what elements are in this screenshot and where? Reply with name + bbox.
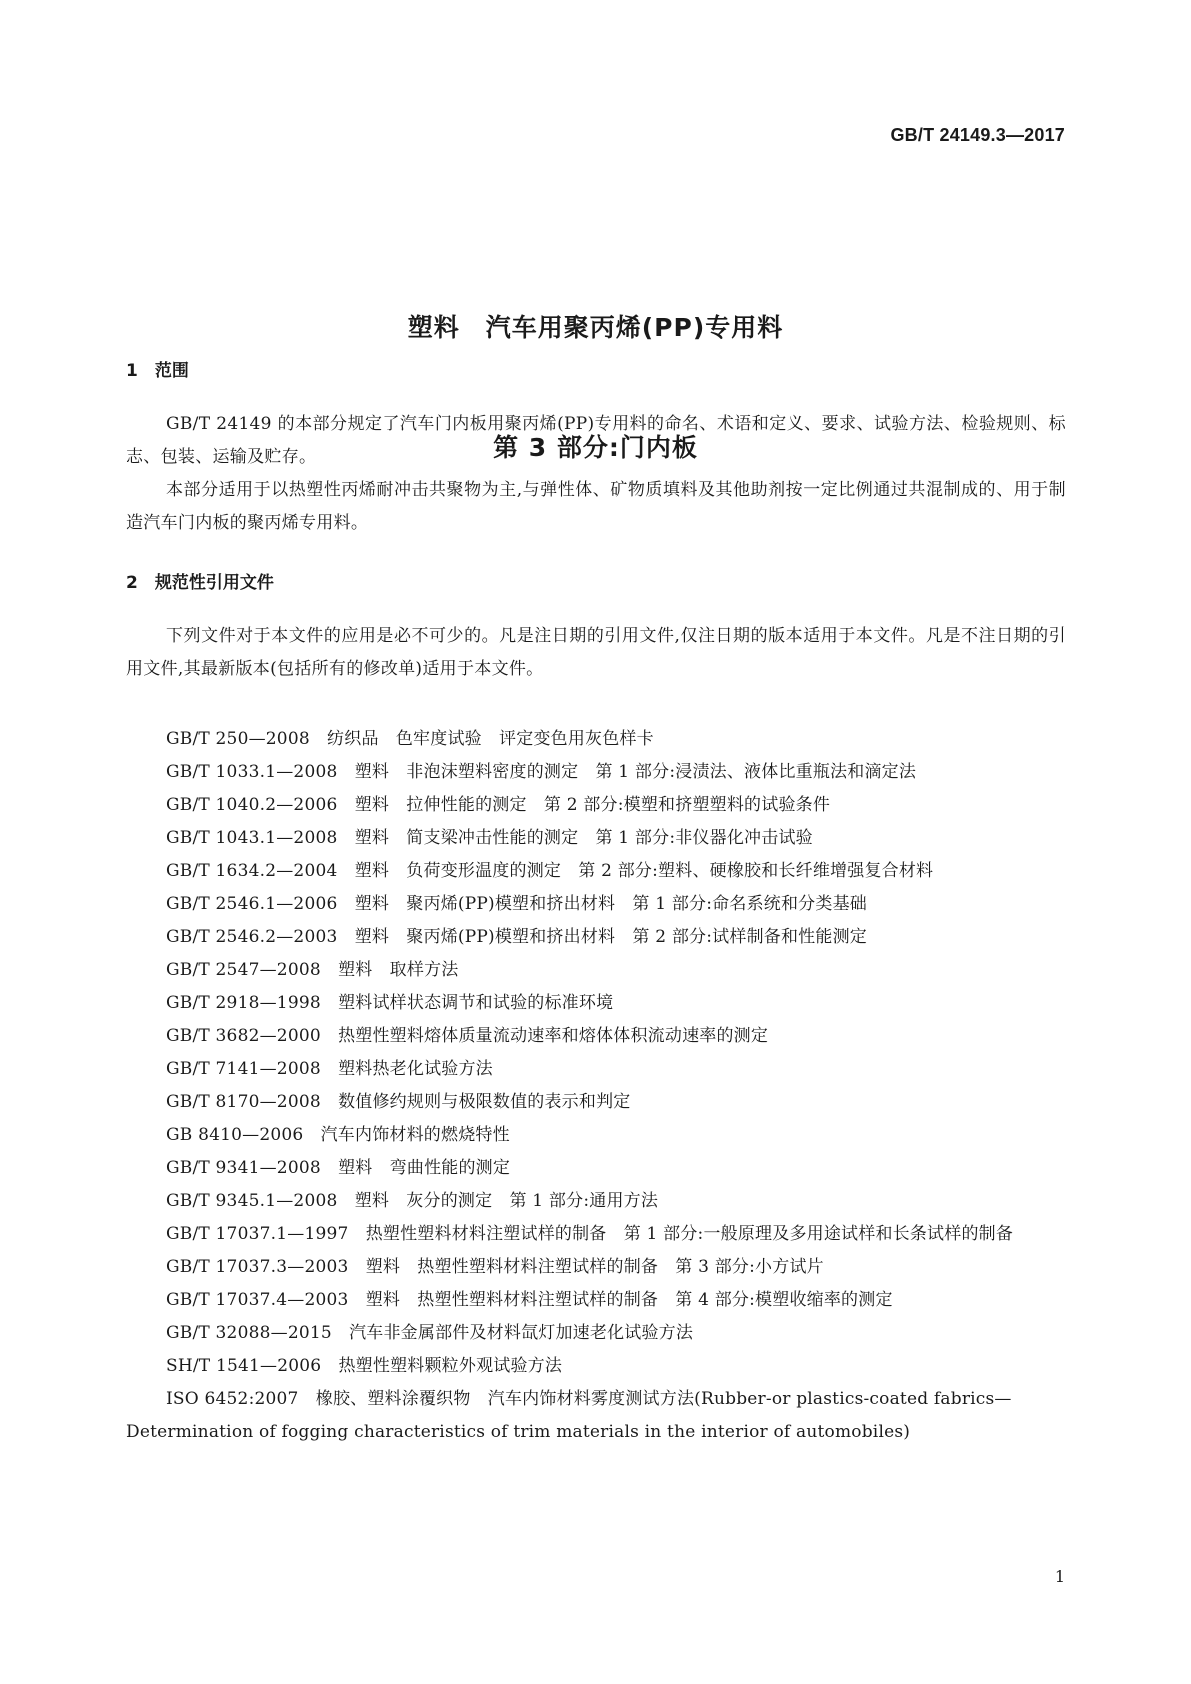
reference-item: GB/T 1040.2—2006 塑料 拉伸性能的测定 第 2 部分:模塑和挤塑塑料的试验条件 <box>166 795 831 815</box>
reference-item: GB/T 32088—2015 汽车非金属部件及材料氙灯加速老化试验方法 <box>166 1323 694 1343</box>
reference-item: ISO 6452:2007 橡胶、塑料涂覆织物 汽车内饰材料雾度测试方法(Rubber-or plastics-coated fabrics—Determination of fogging characteristics of trim materials in the interior of automobiles) <box>126 1389 1012 1442</box>
reference-item: GB/T 1043.1—2008 塑料 简支梁冲击性能的测定 第 1 部分:非仪器化冲击试验 <box>166 828 813 848</box>
reference-item: GB/T 2546.1—2006 塑料 聚丙烯(PP)模塑和挤出材料 第 1 部分:命名系统和分类基础 <box>166 894 867 914</box>
page-number: 1 <box>1054 1567 1065 1586</box>
reference-item: GB/T 8170—2008 数值修约规则与极限数值的表示和判定 <box>166 1092 631 1112</box>
reference-item: GB/T 2918—1998 塑料试样状态调节和试验的标准环境 <box>166 993 614 1013</box>
reference-item: GB 8410—2006 汽车内饰材料的燃烧特性 <box>166 1125 510 1145</box>
reference-item: GB/T 9345.1—2008 塑料 灰分的测定 第 1 部分:通用方法 <box>166 1191 659 1211</box>
title-line-2: 第 3 部分:门内板 <box>493 433 698 462</box>
reference-item: GB/T 1634.2—2004 塑料 负荷变形温度的测定 第 2 部分:塑料、硬橡胶和长纤维增强复合材料 <box>166 861 934 881</box>
reference-item: GB/T 1033.1—2008 塑料 非泡沫塑料密度的测定 第 1 部分:浸渍法、液体比重瓶法和滴定法 <box>166 762 917 782</box>
reference-item: GB/T 2546.2—2003 塑料 聚丙烯(PP)模塑和挤出材料 第 2 部分:试样制备和性能测定 <box>166 927 867 947</box>
section-1-paragraph-2: 本部分适用于以热塑性丙烯耐冲击共聚物为主,与弹性体、矿物质填料及其他助剂按一定比例通过共混制成的、用于制造汽车门内板的聚丙烯专用料。 <box>126 480 1066 533</box>
title-line-1: 塑料 汽车用聚丙烯(PP)专用料 <box>407 313 784 342</box>
section-2-intro: 下列文件对于本文件的应用是必不可少的。凡是注日期的引用文件,仅注日期的版本适用于本文件。凡是不注日期的引用文件,其最新版本(包括所有的修改单)适用于本文件。 <box>126 626 1066 679</box>
reference-item: GB/T 17037.3—2003 塑料 热塑性塑料材料注塑试样的制备 第 3 部分:小方试片 <box>166 1257 824 1277</box>
standard-code: GB/T 24149.3—2017 <box>890 125 1065 145</box>
reference-item: GB/T 17037.4—2003 塑料 热塑性塑料材料注塑试样的制备 第 4 部分:模塑收缩率的测定 <box>166 1290 893 1310</box>
reference-list <box>126 723 1066 1449</box>
reference-item: SH/T 1541—2006 热塑性塑料颗粒外观试验方法 <box>166 1356 563 1376</box>
section-1-heading: 1 范围 <box>126 361 189 381</box>
reference-item: GB/T 17037.1—1997 热塑性塑料材料注塑试样的制备 第 1 部分:一般原理及多用途试样和长条试样的制备 <box>166 1224 1014 1244</box>
reference-item: GB/T 9341—2008 塑料 弯曲性能的测定 <box>166 1158 511 1178</box>
reference-item: GB/T 3682—2000 热塑性塑料熔体质量流动速率和熔体体积流动速率的测定 <box>166 1026 769 1046</box>
reference-item: GB/T 7141—2008 塑料热老化试验方法 <box>166 1059 493 1079</box>
reference-item: GB/T 2547—2008 塑料 取样方法 <box>166 960 459 980</box>
section-1-paragraph-1: GB/T 24149 的本部分规定了汽车门内板用聚丙烯(PP)专用料的命名、术语和定义、要求、试验方法、检验规则、标志、包装、运输及贮存。 <box>126 414 1066 467</box>
reference-item: GB/T 250—2008 纺织品 色牢度试验 评定变色用灰色样卡 <box>166 729 654 749</box>
section-2-heading: 2 规范性引用文件 <box>126 573 274 593</box>
